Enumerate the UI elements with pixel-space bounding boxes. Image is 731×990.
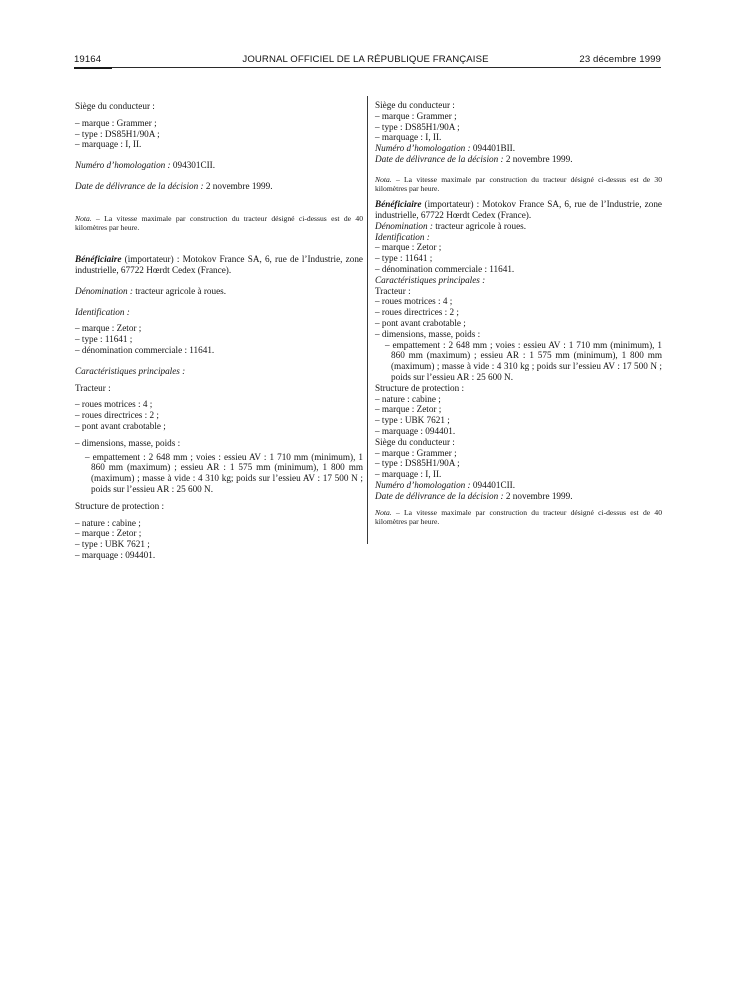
identification-item: – type : 11641 ; [375,253,433,264]
tractor-item: – pont avant crabotable ; [375,317,466,328]
beneficiary [75,254,363,276]
speed-note [375,175,662,193]
structure-item: – type : UBK 7621 ; [375,415,450,426]
seat-heading: Siège du conducteur : [375,100,455,110]
seat-item: – type : DS85H1/90A ; [375,121,460,132]
identification-item: – marque : Zetor ; [375,242,442,253]
beneficiary [375,199,662,221]
tractor-heading: Tracteur : [75,382,111,393]
decision-label: Date de délivrance de la décision : [375,153,504,164]
beneficiary-text: (importateur) : Motokov France SA, 6, rue de l’Industrie, zone industrielle, 67722 Hœrdt Cedex (France). [375,199,662,220]
structure-heading: Structure de protection : [375,382,465,393]
tractor-item: – pont avant crabotable ; [75,420,166,431]
seat-item: – marquage : I, II. [375,132,442,143]
homologation-number [75,160,363,171]
seat-heading: Siège du conducteur : [375,436,455,447]
note-label: Nota. [375,174,392,184]
structure-item: – nature : cabine ; [75,517,141,528]
beneficiary-text: (importateur) : Motokov France SA, 6, rue de l’Industrie, zone industrielle, 67722 Hœrdt Cedex (France). [75,254,363,275]
dimensions-item: – dimensions, masse, poids : [75,437,181,448]
seat-heading: Siège du conducteur : [75,101,155,111]
dimensions-detail: – empattement : 2 648 mm ; voies : essieu AV : 1 710 mm (minimum), 1 860 mm (maximum) ; essieu AR : 1 575 mm (minimum), 1 800 mm (maximum) ; masse à vide : 4 310 kg ; poids sur l’essieu AV : 17 500 N ; poids sur l’essieu AR : 25 600 N. [385,339,662,382]
identification-item: – dénomination commerciale : 11641. [75,344,215,355]
seat-item: – marque : Grammer ; [375,110,457,121]
structure-item: – marque : Zetor ; [375,404,442,415]
decision-label: Date de délivrance de la décision : [375,490,504,501]
denomination-value: tracteur agricole à roues. [432,220,527,231]
right-column [375,100,662,526]
note-text: – La vitesse maximale par construction du tracteur désigné ci-dessus est de 40 kilomètres par heure. [375,507,662,526]
homologation-number [375,143,662,154]
note-text: – La vitesse maximale par construction du tracteur désigné ci-dessus est de 40 kilomètres par heure. [75,213,363,232]
structure-heading: Structure de protection : [75,500,165,511]
tractor-item: – roues directrices : 2 ; [375,307,459,318]
dimensions-item: – dimensions, masse, poids : [375,328,481,339]
decision-date [75,181,363,192]
structure-item: – marque : Zetor ; [75,528,142,539]
denomination-value: tracteur agricole à roues. [132,285,227,296]
seat-item: – marquage : I, II. [375,469,442,480]
tractor-item: – roues motrices : 4 ; [375,296,453,307]
left-column [75,101,363,561]
journal-title: JOURNAL OFFICIEL DE LA RÉPUBLIQUE FRANÇAISE [242,54,489,65]
beneficiary-label: Bénéficiaire [75,254,122,265]
note-label: Nota. [375,507,392,517]
issue-date: 23 décembre 1999 [579,54,661,65]
tractor-item: – roues motrices : 4 ; [75,399,153,410]
identification-heading: Identification : [375,231,430,242]
page-number: 19164 [74,54,102,65]
seat-item: – marque : Grammer ; [375,447,457,458]
structure-item: – marquage : 094401. [375,425,456,436]
identification-item: – dénomination commerciale : 11641. [375,263,515,274]
note-label: Nota. [75,213,92,223]
beneficiary-label: Bénéficiaire [375,199,422,210]
homologation-number [375,480,662,491]
tractor-heading: Tracteur : [375,285,411,296]
homologation-value: 094401BII. [470,143,516,154]
structure-item: – marquage : 094401. [75,549,156,560]
header-rule-accent [74,67,112,69]
identification-item: – marque : Zetor ; [75,323,142,334]
homologation-label: Numéro d’homologation : [375,143,471,154]
seat-item: – type : DS85H1/90A ; [75,128,160,139]
structure-item: – nature : cabine ; [375,393,441,404]
identification-item: – type : 11641 ; [75,334,133,345]
seat-item: – marquage : I, II. [75,139,142,150]
decision-value: 2 novembre 1999. [503,490,573,501]
structure-item: – type : UBK 7621 ; [75,539,150,550]
denomination [375,221,662,232]
decision-label: Date de délivrance de la décision : [75,180,204,191]
header-rule [74,67,661,68]
seat-item: – type : DS85H1/90A ; [375,458,460,469]
decision-date [375,154,662,165]
tractor-item: – roues directrices : 2 ; [75,410,159,421]
homologation-label: Numéro d’homologation : [375,479,471,490]
column-divider [367,96,368,544]
characteristics-heading: Caractéristiques principales : [375,274,486,285]
speed-note [75,214,363,232]
homologation-value: 094401CII. [470,479,516,490]
characteristics-heading: Caractéristiques principales : [75,365,186,376]
seat-item: – marque : Grammer ; [75,117,157,128]
homologation-value: 094301CII. [170,160,216,171]
denomination [75,286,363,297]
denomination-label: Dénomination : [75,285,133,296]
decision-value: 2 novembre 1999. [203,180,273,191]
decision-date [375,491,662,502]
homologation-label: Numéro d’homologation : [75,160,171,171]
speed-note [375,508,662,526]
identification-heading: Identification : [75,306,130,317]
denomination-label: Dénomination : [375,220,433,231]
decision-value: 2 novembre 1999. [503,153,573,164]
note-text: – La vitesse maximale par construction du tracteur désigné ci-dessus est de 30 kilomètres par heure. [375,174,662,193]
dimensions-detail: – empattement : 2 648 mm ; voies : essieu AV : 1 710 mm (minimum), 1 860 mm (maximum) ; essieu AR : 1 575 mm (minimum), 1 800 mm (maximum) ; masse à vide : 4 310 kg; poids sur l’essieu AV : 17 500 N ; poids sur l’essieu AR : 25 600 N. [85,451,363,494]
